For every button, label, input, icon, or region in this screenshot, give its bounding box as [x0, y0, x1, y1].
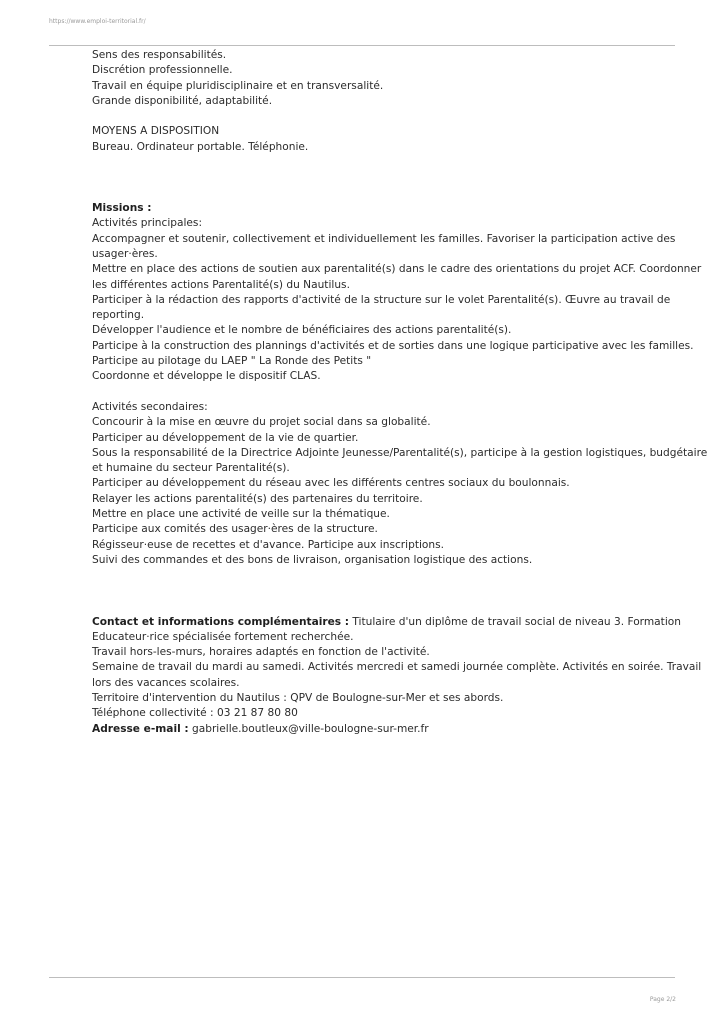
main-activity-line: Participe à la construction des plannings d'activités et de sorties dans une logique participative avec les familles.: [92, 339, 694, 352]
footer-divider: [49, 977, 675, 978]
secondary-activity-line: Participe aux comités des usager·ères de la structure.: [92, 523, 378, 536]
main-activity-line: les différentes actions Parentalité(s) du Nautilus.: [92, 278, 350, 291]
page-content: [92, 48, 708, 737]
missions-label: Missions :: [92, 202, 152, 215]
main-activity-line: Coordonne et développe le dispositif CLAS.: [92, 370, 321, 383]
secondary-activity-line: Régisseur·euse de recettes et d'avance. Participe aux inscriptions.: [92, 538, 445, 551]
main-activity-line: Développer l'audience et le nombre de bénéficiaires des actions parentalité(s).: [92, 324, 512, 337]
secondary-activity-line: Participer au développement de la vie de quartier.: [92, 431, 359, 444]
main-activities-heading: Activités principales:: [92, 217, 203, 230]
main-activity-line: Mettre en place des actions de soutien aux parentalité(s) dans le cadre des orientations du projet ACF. Coordonner: [92, 263, 702, 276]
contact-line: Téléphone collectivité : 03 21 87 80 80: [92, 707, 298, 720]
contact-line: lors des vacances scolaires.: [92, 676, 240, 689]
secondary-activity-line: et humaine du secteur Parentalité(s).: [92, 462, 290, 475]
contact-label: Contact et informations complémentaires :: [92, 615, 350, 628]
main-activity-line: Participe au pilotage du LAEP " La Ronde des Petits ": [92, 355, 372, 368]
contact-first-line: Titulaire d'un diplôme de travail social de niveau 3. Formation: [352, 615, 681, 628]
contact-section: [92, 615, 702, 737]
secondary-activities-heading: Activités secondaires:: [92, 400, 208, 413]
page-number: Page 2/2: [649, 996, 676, 1003]
quality-item: Sens des responsabilités.: [92, 49, 227, 61]
contact-line: Educateur·rice spécialisée fortement recherchée.: [92, 630, 354, 643]
secondary-activity-line: Concourir à la mise en œuvre du projet social dans sa globalité.: [92, 416, 431, 429]
secondary-activity-line: Suivi des commandes et des bons de livraison, organisation logistique des actions.: [92, 553, 533, 566]
email-label: Adresse e-mail :: [92, 722, 189, 735]
quality-item: Discrétion professionnelle.: [92, 64, 233, 77]
contact-line: Territoire d'intervention du Nautilus : QPV de Boulogne-sur-Mer et ses abords.: [92, 691, 504, 704]
qualities-list: [92, 48, 682, 109]
header-url: https://www.emploi-territorial.fr/: [49, 18, 146, 25]
main-activity-line: usager·ères.: [92, 247, 158, 260]
contact-line: Semaine de travail du mardi au samedi. Activités mercredi et samedi journée complète. Activités en soirée. Travail: [92, 661, 702, 674]
header-divider: [49, 45, 675, 46]
main-activity-line: reporting.: [92, 309, 145, 322]
secondary-activity-line: Relayer les actions parentalité(s) des partenaires du territoire.: [92, 492, 423, 505]
main-activity-line: Participer à la rédaction des rapports d'activité de la structure sur le volet Parentalité(s). Œuvre au travail de: [92, 293, 671, 306]
quality-item: Grande disponibilité, adaptabilité.: [92, 94, 273, 107]
quality-item: Travail en équipe pluridisciplinaire et en transversalité.: [92, 79, 384, 92]
secondary-activity-line: Mettre en place une activité de veille sur la thématique.: [92, 508, 390, 521]
missions-section: [92, 201, 708, 568]
contact-line: Travail hors-les-murs, horaires adaptés en fonction de l'activité.: [92, 646, 430, 659]
secondary-activity-line: Participer au développement du réseau avec les différents centres sociaux du boulonnais.: [92, 477, 570, 490]
secondary-activity-line: Sous la responsabilité de la Directrice Adjointe Jeunesse/Parentalité(s), participe à la gestion logistiques, budgétaire: [92, 446, 708, 459]
main-activity-line: Accompagner et soutenir, collectivement et individuellement les familles. Favoriser la participation active des: [92, 232, 676, 245]
means-heading: MOYENS A DISPOSITION: [92, 125, 220, 138]
means-text: Bureau. Ordinateur portable. Téléphonie.: [92, 140, 309, 153]
email-link[interactable]: gabrielle.boutleux@ville-boulogne-sur-mer.fr: [192, 722, 429, 735]
